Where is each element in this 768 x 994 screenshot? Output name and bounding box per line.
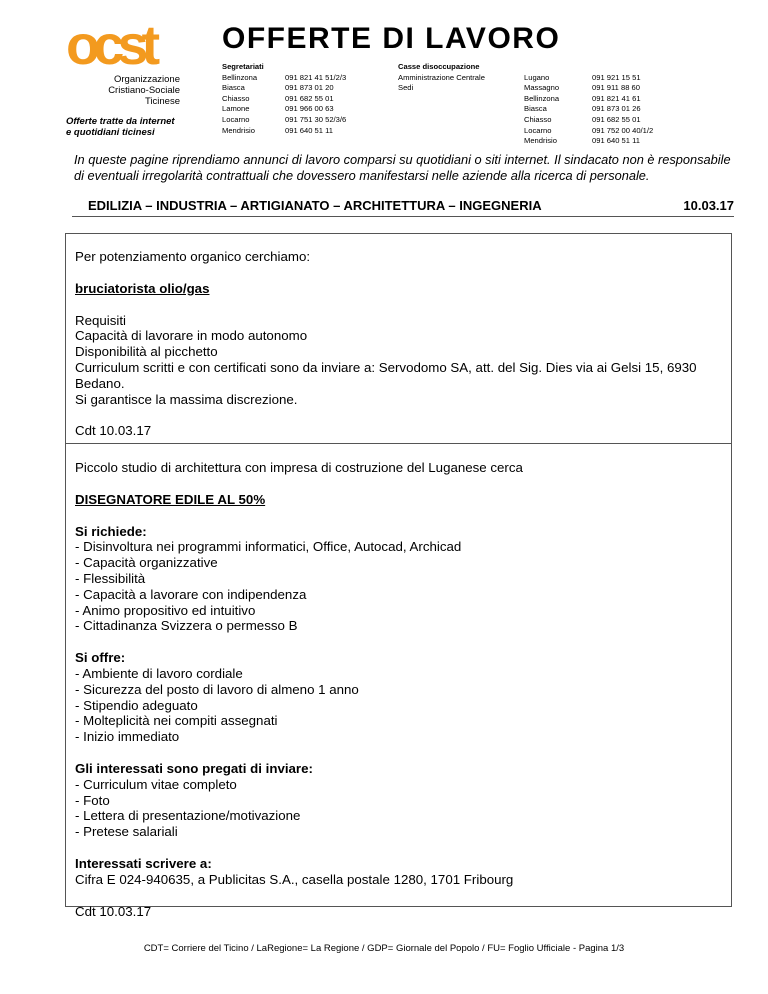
segretariati-header: Segretariati: [222, 62, 264, 71]
list-item: - Foto: [75, 792, 110, 808]
contact-row: Chiasso 091 682 55 01: [222, 93, 334, 103]
org-tagline: Offerte tratte da internet e quotidiani ticinesi: [66, 116, 175, 138]
ad-intro: Piccolo studio di architettura con impresa di costruzione del Luganese cerca: [75, 460, 523, 475]
list-item: - Inizio immediato: [75, 729, 180, 745]
list-item: - Curriculum vitae completo: [75, 776, 237, 792]
casse-sedi-list: [524, 73, 653, 147]
contact-row: Bellinzona 091 821 41 61: [524, 93, 641, 103]
list-item: - Ambiente di lavoro cordiale: [75, 665, 243, 681]
contact-row: Chiasso 091 682 55 01: [524, 114, 641, 124]
list-item: - Disinvoltura nei programmi informatici, Office, Autocad, Archicad: [75, 539, 462, 555]
ad-text-line: Si garantisce la massima discrezione.: [75, 391, 298, 407]
section-date: 10.03.17: [683, 198, 734, 213]
job-ad-bruciatorista: [65, 233, 732, 444]
job-ad-disegnatore: [65, 443, 732, 919]
ad-job-title: DISEGNATORE EDILE AL 50%: [75, 491, 266, 507]
ad-text-line: Curriculum scritti e con certificati sono da inviare a: Servodomo SA, att. del Sig. Dies via ai Gelsi 15, 6930 Bedano.: [75, 359, 697, 391]
contact-row: Bellinzona 091 821 41 51/2/3: [222, 72, 347, 82]
ad-text-line: Requisiti: [75, 312, 126, 328]
requirements-heading: Si richiede:: [75, 523, 147, 539]
list-item: - Pretese salariali: [75, 824, 178, 840]
list-item: - Flessibilità: [75, 570, 146, 586]
list-item: - Stipendio adeguato: [75, 697, 198, 713]
list-item: - Molteplicità nei compiti assegnati: [75, 713, 278, 729]
section-title: EDILIZIA – INDUSTRIA – ARTIGIANATO – ARCHITETTURA – INGEGNERIA: [88, 198, 542, 213]
list-item: - Animo propositivo ed intuitivo: [75, 602, 256, 618]
contact-row: Mendrisio 091 640 51 11: [222, 125, 333, 135]
intro-disclaimer: In queste pagine riprendiamo annunci di lavoro comparsi su quotidiani o siti internet. Il sindacato non è responsabile di eventuali irregolarità contrattuali che dovessero manifestarsi nelle aziende alla ricerca di personale.: [74, 152, 731, 183]
ad-source: Cdt 10.03.17: [75, 423, 152, 439]
contact-address: Cifra E 024-940635, a Publicitas S.A., casella postale 1280, 1701 Fribourg: [75, 871, 514, 887]
list-item: - Sicurezza del posto di lavoro di almeno 1 anno: [75, 681, 359, 697]
contact-row: Locarno 091 752 00 40/1/2: [524, 125, 654, 135]
send-heading: Gli interessati sono pregati di inviare:: [75, 760, 313, 776]
contact-row: Lugano 091 921 15 51: [524, 72, 641, 82]
list-item: - Capacità a lavorare con indipendenza: [75, 586, 307, 602]
list-item: - Cittadinanza Svizzera o permesso B: [75, 618, 298, 634]
ad-intro: Per potenziamento organico cerchiamo:: [75, 249, 311, 264]
ad-source: Cdt 10.03.17: [75, 903, 152, 919]
svg-text:ocst: ocst: [66, 20, 154, 70]
page-title: OFFERTE DI LAVORO: [222, 22, 561, 55]
contact-row: Locarno 091 751 30 52/3/6: [222, 114, 347, 124]
ad-text-line: Disponibilità al picchetto: [75, 344, 218, 360]
contact-heading: Interessati scrivere a:: [75, 855, 212, 871]
casse-header: Casse disoccupazione: [398, 62, 480, 71]
contact-row: Massagno 091 911 88 60: [524, 83, 640, 93]
contact-row: Mendrisio 091 640 51 11: [524, 136, 640, 146]
ad-job-title: bruciatorista olio/gas: [75, 280, 210, 296]
offers-heading: Si offre:: [75, 650, 126, 666]
contact-row: Biasca 091 873 01 20: [222, 83, 334, 93]
section-divider: [72, 216, 734, 217]
page-footer: CDT= Corriere del Ticino / LaRegione= La Regione / GDP= Giornale del Popolo / FU= Foglio Ufficiale - Pagina 1/3: [143, 943, 625, 954]
list-item: - Capacità organizzative: [75, 555, 218, 571]
contact-row: Biasca 091 873 01 26: [524, 104, 641, 114]
contact-row: Lamone 091 966 00 63: [222, 104, 334, 114]
casse-disoccupazione-list: [398, 62, 485, 94]
casse-left-item: Sedi: [398, 83, 414, 93]
org-name: Organizzazione Cristiano-Sociale Ticinese: [108, 74, 180, 107]
ocst-logo: [66, 20, 192, 70]
list-item: - Lettera di presentazione/motivazione: [75, 808, 301, 824]
casse-left-item: Amministrazione Centrale: [398, 72, 485, 82]
ad-text-line: Capacità di lavorare in modo autonomo: [75, 328, 308, 344]
segretariati-list: [222, 62, 346, 136]
